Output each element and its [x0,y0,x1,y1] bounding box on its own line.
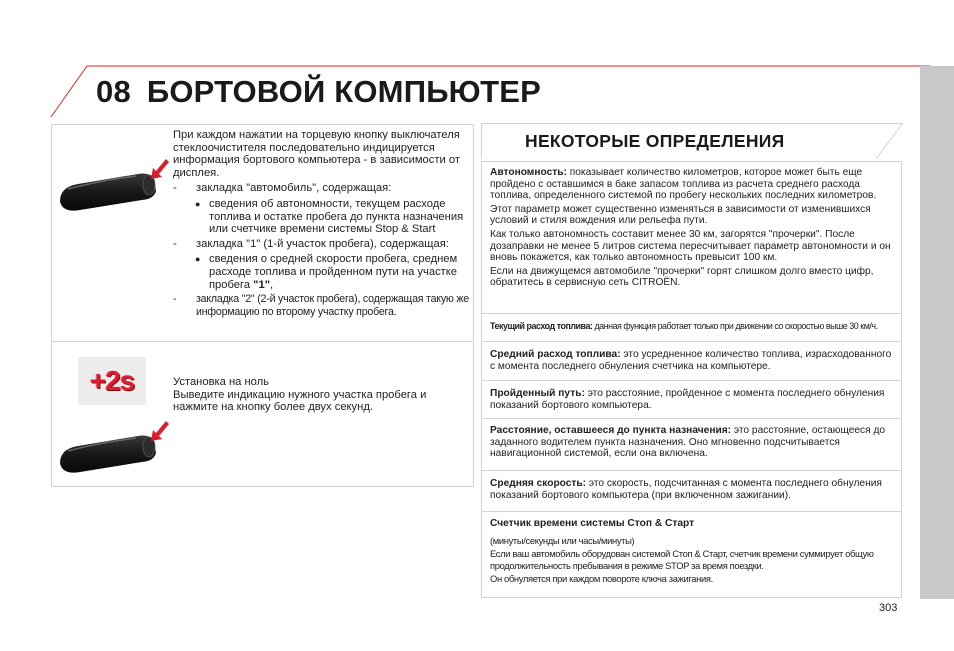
tab-trip1-bullet [173,253,469,291]
reset-text: Выведите индикацию нужного участка пробега и нажмите на кнопку более двух секунд. [173,388,427,414]
display-cycle-description [173,129,469,318]
side-chapter-tab [920,66,954,599]
tab-trip1-item [173,238,469,251]
stop-start-paragraph-2: Он обнуляется при каждом повороте ключа зажигания. [490,573,713,585]
definition-current-consumption [482,314,901,342]
term-distance-travelled: Пройденный путь: [490,388,585,399]
stop-start-paragraph-1: Если ваш автомобиль оборудован системой Стоп & Старт, счетчик времени суммирует общую продолжительность пребывания в режиме STOP за время поездки. [490,548,874,571]
tab-trip2-text: закладка "2" (2-й участок пробега), содержащая такую же информацию по второму участку пробега. [196,293,469,318]
reset-title: Установка на ноль [173,376,270,388]
term-remaining-distance: Расстояние, оставшееся до пункта назначения: [490,425,732,436]
chapter-header-frame [0,0,954,130]
dash-marker: - [173,293,177,306]
wiper-lever-illustration [58,157,170,221]
definition-remaining-distance [482,419,901,471]
term-stop-start-counter: Счетчик времени системы Стоп & Старт [490,518,695,529]
chapter-number: 08 [96,74,131,109]
current-consumption-text: данная функция работает только при движении со скоростью выше 30 км/ч. [592,321,878,331]
term-average-speed: Средняя скорость: [490,478,587,489]
press-arrow-icon [151,159,169,179]
term-average-consumption: Средний расход топлива: [490,349,621,360]
tab-vehicle-text: закладка "автомобиль", содержащая: [196,182,392,195]
definition-autonomy [482,162,901,314]
stop-start-units: (минуты/секунды или часы/минуты) [490,534,635,546]
autonomy-paragraph-2: Этот параметр может существенно изменяться в зависимости от изменившихся условий и стиля вождения или рельефа пути. [490,203,871,227]
reset-description [173,376,469,414]
definition-average-speed [482,471,901,512]
press-arrow-icon [151,421,169,441]
bullet-icon: ● [195,254,201,265]
tab-trip1-bullet-text: сведения о средней скорости пробега, среднем расходе топлива и пройденном пути на участке пробега [209,253,458,291]
intro-text: При каждом нажатии на торцевую кнопку выключателя стеклоочистителя последовательно индицируется информация бортового компьютера - в зависимости от дисплея. [173,129,460,179]
autonomy-paragraph-3: Как только автономность составит менее 30 км, загорятся "прочерки". После дозаправки не менее 5 литров система пересчитывает параметр автономности и он вновь покажется, как только автономность превысит 100 км. [490,228,891,264]
term-current-consumption: Текущий расход топлива: [490,321,593,331]
tab-vehicle-bullet-text: сведения об автономности, текущем расходе топлива и остатке пробега до пункта назначения или счетчике времени системы Stop & Start [209,197,464,236]
definition-average-consumption [482,342,901,381]
tab-vehicle-bullet [173,198,469,236]
average-speed-text: это скорость, подсчитанная с момента последнего обнуления показаний бортового компьютера (при включенном зажигании). [490,478,882,501]
definition-distance-travelled [482,381,901,419]
autonomy-paragraph-4: Если на движущемся автомобиле "прочерки" горят слишком долго вместо цифр, обратитесь в сервисную сеть CITROËN. [490,265,874,289]
term-autonomy: Автономность: [490,167,567,178]
dash-marker: - [173,237,177,250]
autonomy-text: показывает количество километров, которое может быть еще пройдено с оставшимся в баке запасом топлива из расчета среднего расхода топлива, определенного системой по пробегу нескольких последних километров. [490,167,877,202]
distance-travelled-text: это расстояние, пройденное с момента последнего обнуления показаний бортового компьютера. [490,388,885,411]
chapter-title [96,74,541,110]
trip1-label: "1" [253,278,271,291]
tab-trip1-text: закладка "1" (1-й участок пробега), содержащая: [196,237,449,250]
hold-two-seconds-badge [78,357,146,405]
remaining-distance-text: это расстояние, остающееся до заданного водителем пункта назначения. Оно мгновенно подсчитывается навигационной системой, если она включена. [490,425,886,460]
bullet-icon: ● [195,198,201,209]
definitions-panel [481,161,902,598]
wiper-lever-illustration [58,419,170,483]
hold-two-seconds-label: +2s [89,365,135,396]
tab-trip2-item [173,293,469,318]
dash-marker: - [173,182,177,195]
page-number: 303 [879,602,898,614]
section-title: НЕКОТОРЫЕ ОПРЕДЕЛЕНИЯ [525,131,785,151]
average-consumption-text: это усредненное количество топлива, израсходованного с момента последнего обнуления счетчика на компьютере. [490,349,892,372]
tab-vehicle-item [173,182,469,195]
panel-divider [52,341,473,342]
instructions-panel [51,124,474,487]
tab-trip1-bullet-end: , [270,278,274,291]
definition-stop-start-counter [482,512,901,597]
chapter-title-text: БОРТОВОЙ КОМПЬЮТЕР [146,74,541,109]
